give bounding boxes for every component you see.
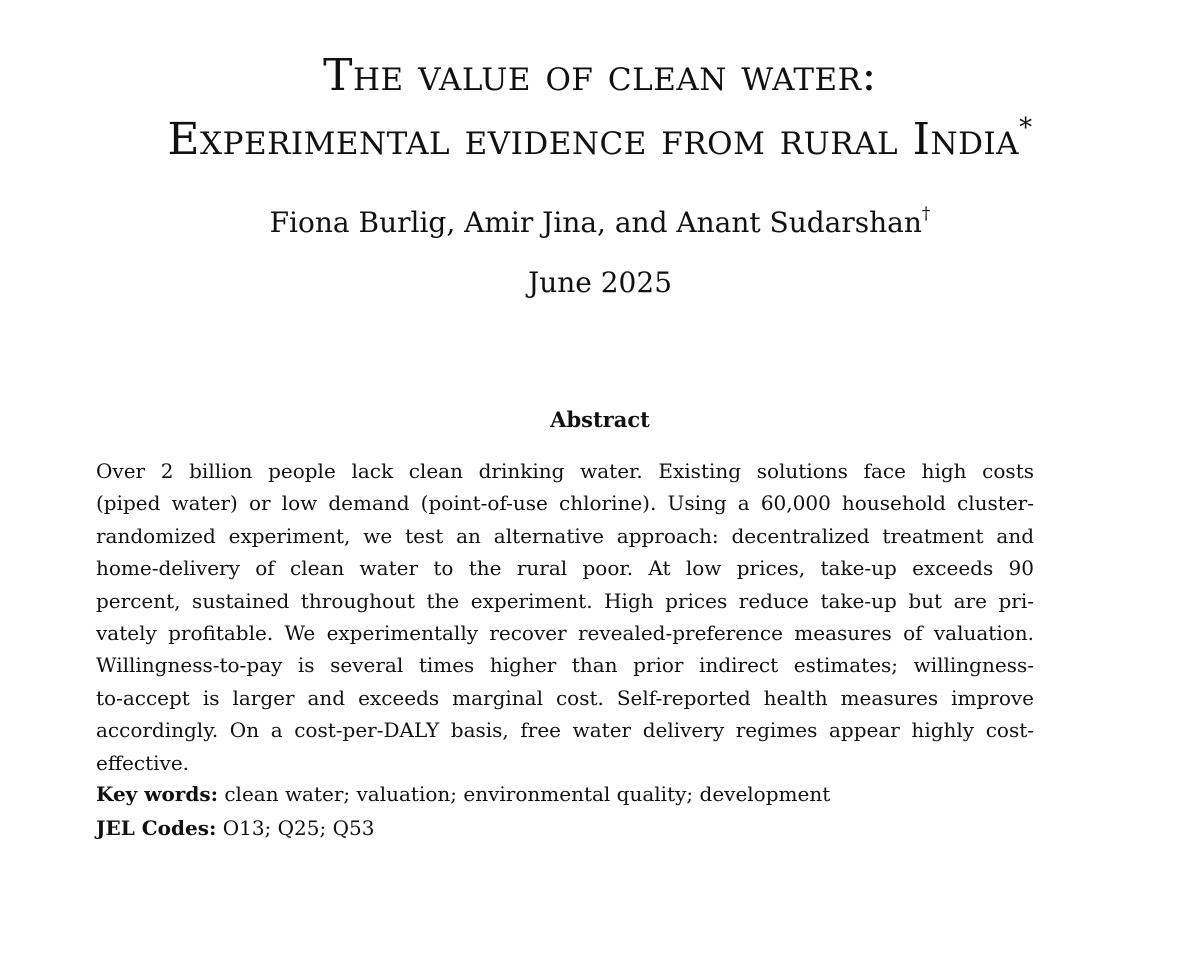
abstract-line: (piped water) or low demand (point-of-use chlorine). Using a 60,000 household cluster- bbox=[96, 491, 1034, 516]
keywords-value: clean water; valuation; environmental quality; development bbox=[224, 782, 831, 806]
paper-title-line-2-text: Experimental evidence from rural India bbox=[167, 114, 1020, 165]
abstract-line: home-delivery of clean water to the rural poor. At low prices, take-up exceeds 90 bbox=[96, 556, 1034, 581]
abstract-line: to-accept is larger and exceeds marginal cost. Self-reported health measures improve bbox=[96, 685, 1034, 710]
jel-codes-value: O13; Q25; Q53 bbox=[222, 816, 375, 840]
paper-title-line-1: The value of clean water: bbox=[323, 50, 877, 101]
paper-title bbox=[0, 44, 1200, 172]
paper-title-line-2 bbox=[0, 108, 1200, 172]
abstract-line: Over 2 billion people lack clean drinking water. Existing solutions face high costs bbox=[96, 459, 1034, 483]
publication-date: June 2025 bbox=[527, 266, 673, 299]
abstract-line: Willingness-to-pay is several times higher than prior indirect estimates; willingness- bbox=[96, 653, 1034, 678]
abstract-line: accordingly. On a cost-per-DALY basis, free water delivery regimes appear highly cost- bbox=[96, 718, 1034, 743]
authors bbox=[0, 203, 1200, 243]
authors-footnote-mark: † bbox=[921, 204, 931, 224]
abstract-line: randomized experiment, we test an alternative approach: decentralized treatment and bbox=[96, 523, 1034, 548]
abstract-line: percent, sustained throughout the experiment. High prices reduce take-up but are pri- bbox=[96, 588, 1034, 613]
abstract-line: vately profitable. We experimentally recover revealed-preference measures of valuation. bbox=[96, 621, 1034, 646]
author-names: Fiona Burlig, Amir Jina, and Anant Sudarshan bbox=[269, 206, 922, 239]
keywords-label: Key words: bbox=[96, 782, 218, 806]
abstract-body bbox=[96, 455, 1034, 779]
keywords-row bbox=[96, 778, 1034, 810]
jel-codes-row bbox=[96, 812, 1034, 844]
abstract-heading: Abstract bbox=[550, 407, 650, 432]
abstract-line: effective. bbox=[96, 750, 190, 775]
jel-codes-label: JEL Codes: bbox=[96, 816, 217, 840]
title-footnote-mark: * bbox=[1019, 113, 1033, 143]
